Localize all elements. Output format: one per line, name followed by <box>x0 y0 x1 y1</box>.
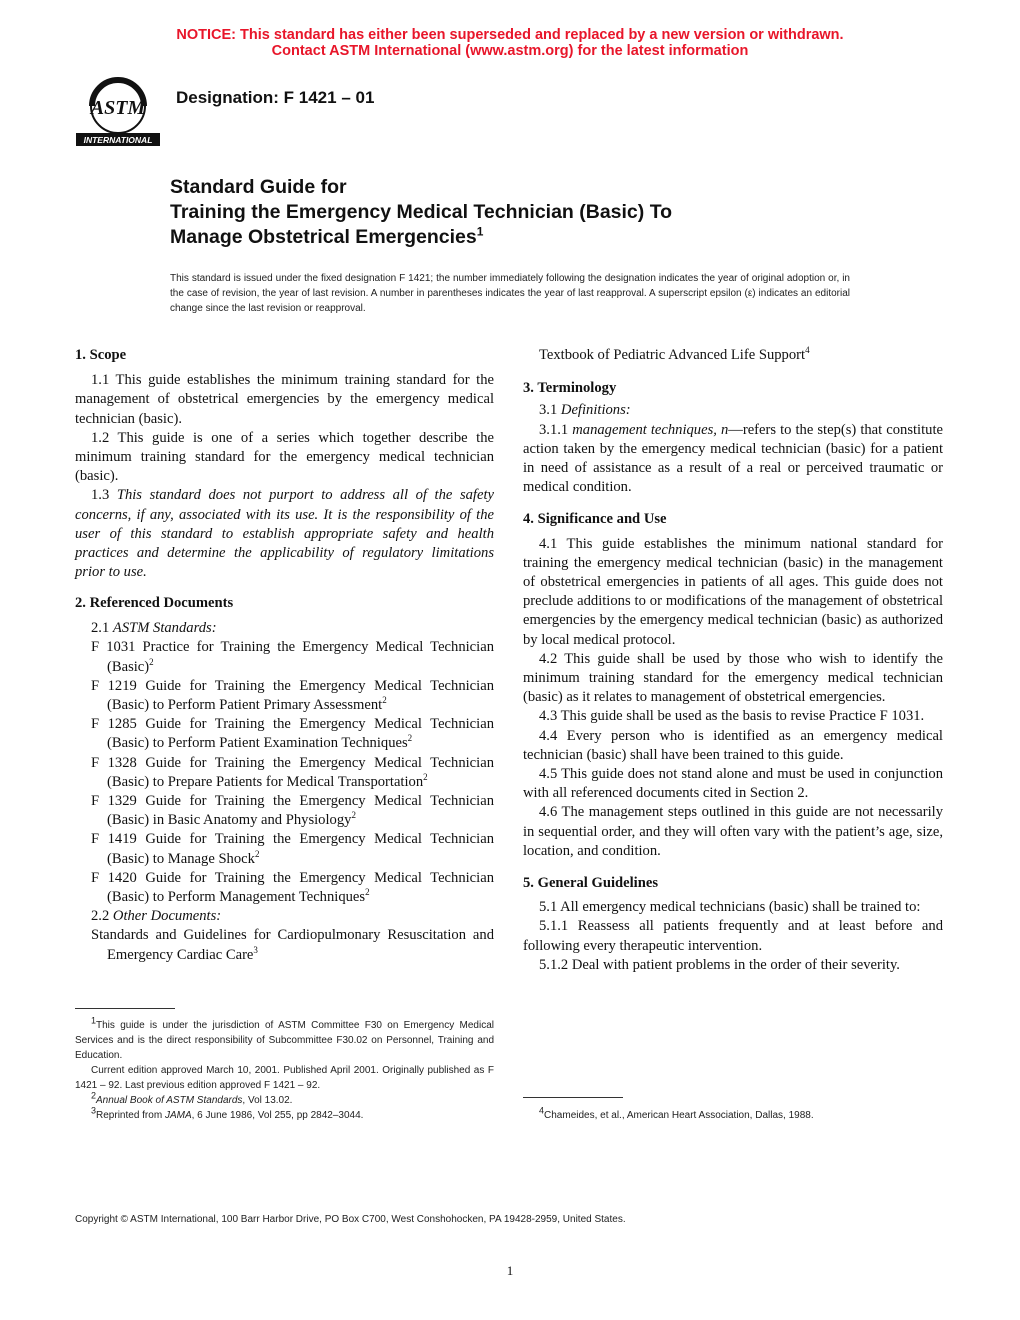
other-document-list <box>75 926 494 964</box>
ref-doc-item <box>91 638 494 676</box>
ref-doc-text: F 1420 Guide for Training the Emergency Medical Technician (Basic) to Perform Management Techniques <box>91 869 494 906</box>
terminology-heading: 3. Terminology <box>523 380 617 397</box>
notice-banner <box>0 27 1020 59</box>
footnote-3-tail: , 6 June 1986, Vol 255, pp 2842–3044. <box>191 1110 364 1121</box>
footnote-4-text: Chameides, et al., American Heart Association, Dallas, 1988. <box>544 1110 814 1121</box>
other-document-list-continued <box>523 346 943 365</box>
astm-standards-label <box>75 619 494 638</box>
ref-doc-footnote[interactable]: 2 <box>423 771 428 782</box>
definition-3-1-1 <box>523 421 943 498</box>
footnote-2-mark: 2 <box>91 1090 97 1101</box>
title-line-2: Training the Emergency Medical Technician (Basic) To <box>170 201 673 223</box>
scope-1-3 <box>75 486 494 582</box>
ref-doc-text: F 1419 Guide for Training the Emergency Medical Technician (Basic) to Manage Shock <box>91 831 494 867</box>
astm-logo-mark: ASTM <box>90 97 146 119</box>
footnote-3-journal: JAMA <box>164 1110 192 1121</box>
ref-doc-item <box>91 677 494 715</box>
ref-doc-text: F 1285 Guide for Training the Emergency Medical Technician (Basic) to Perform Patient Examination Techniques <box>91 716 494 752</box>
other-documents-text: Other Documents: <box>112 908 222 925</box>
title-line-1: Standard Guide for <box>170 176 347 198</box>
ref-doc-footnote[interactable]: 2 <box>407 733 413 744</box>
definitions-label <box>523 401 943 420</box>
footnote-3 <box>75 1105 494 1123</box>
ref-doc-footnote[interactable]: 2 <box>254 848 260 859</box>
other-doc-item <box>91 926 494 964</box>
astm-standards-num: 2.1 <box>91 620 110 637</box>
standard-intro: This standard is issued under the fixed designation F 1421; the number immediately following the designation indicates the year of original adoption or, in the case of revision, the year of last revision. A number in parentheses indicates the year of last reapproval. A superscript epsilon (ε) indicates an editorial change since the last revision or reapproval. <box>170 273 850 314</box>
other-doc-footnote[interactable]: 4 <box>805 345 810 356</box>
significance-heading: 4. Significance and Use <box>523 511 667 528</box>
footnote-divider-left <box>75 1008 175 1009</box>
ref-doc-item <box>91 792 494 830</box>
footnote-2-tail: , Vol 13.02. <box>242 1095 293 1106</box>
astm-standards-text: ASTM Standards: <box>112 620 217 637</box>
significance-4-4: 4.4 Every person who is identified as an emergency medical technician (basic) shall have been trained to this guide. <box>523 727 943 763</box>
section-referenced-documents <box>75 594 494 965</box>
title-footnote-ref[interactable]: 1 <box>476 224 484 239</box>
notice-line-2: Contact ASTM International (www.astm.org) for the latest information <box>271 43 749 59</box>
significance-4-1: 4.1 This guide establishes the minimum national standard for training the emergency medical technician (basic) in the management of obstetrical emergencies in patients of all ages. This guide does not preclude additions to or modifications of the management of obstetrical emergencies by the emergency medical technician (basic) as authorized by local medical protocol. <box>523 535 943 648</box>
referenced-heading: 2. Referenced Documents <box>75 595 234 611</box>
ref-doc-footnote[interactable]: 2 <box>351 810 356 821</box>
ref-doc-item <box>91 715 494 753</box>
astm-document-list <box>75 638 494 907</box>
section-scope <box>75 346 494 582</box>
significance-4-2: 4.2 This guide shall be used by those who wish to identify the minimum training standard for the emergency medical technician (basic) as it relates to management of obstetrical emergencies. <box>523 650 943 706</box>
scope-heading: 1. Scope <box>75 347 127 363</box>
footnote-1-edition: Current edition approved March 10, 2001. Published April 2001. Originally published as F 1421 – 92. Last previous edition approved F 1421 – 92. <box>75 1065 494 1091</box>
astm-logo <box>76 76 160 148</box>
other-documents-label <box>75 907 494 926</box>
definition-term: management techniques, n <box>572 421 729 438</box>
definition-num: 3.1.1 <box>539 421 569 438</box>
designation: Designation: F 1421 – 01 <box>176 88 375 107</box>
ref-doc-footnote[interactable]: 2 <box>365 887 370 898</box>
definitions-num: 3.1 <box>539 402 558 419</box>
general-5-1-2: 5.1.2 Deal with patient problems in the order of their severity. <box>539 956 900 973</box>
ref-doc-footnote[interactable]: 2 <box>382 695 387 706</box>
footnote-4 <box>523 1105 943 1123</box>
other-doc-item <box>539 346 943 365</box>
scope-1-2: 1.2 This guide is one of a series which together describe the minimum training standard for the emergency medical technician (basic). <box>75 429 494 485</box>
general-5-1-1: 5.1.1 Reassess all patients frequently and at least before and following every therapeutic intervention. <box>523 918 943 954</box>
scope-1-3-num: 1.3 <box>91 487 110 504</box>
footnote-1-text: This guide is under the jurisdiction of ASTM Committee F30 on Emergency Medical Services and is the direct responsibility of Subcommittee F30.02 on Personnel, Training and Education. <box>75 1020 494 1061</box>
ref-doc-footnote[interactable]: 2 <box>149 656 154 667</box>
footnote-divider-right <box>523 1097 623 1098</box>
footnote-2 <box>75 1090 494 1108</box>
footnote-2-text: Annual Book of ASTM Standards <box>96 1095 243 1106</box>
footnote-1 <box>75 1015 494 1063</box>
footnote-3-pre: Reprinted from <box>96 1110 165 1121</box>
general-heading: 5. General Guidelines <box>523 875 658 892</box>
page-number: 1 <box>506 1263 514 1278</box>
right-column <box>523 346 943 975</box>
other-doc-text: Textbook of Pediatric Advanced Life Support <box>539 347 806 363</box>
footnote-4-mark: 4 <box>539 1105 545 1116</box>
significance-4-6: 4.6 The management steps outlined in this guide are not necessarily in sequential order, and they will often vary with the patient’s age, size, location, and condition. <box>523 804 943 859</box>
ref-doc-item <box>91 754 494 792</box>
notice-line-1: NOTICE: This standard has either been superseded and replaced by a new version or withdrawn. <box>176 27 844 43</box>
footnotes-right <box>523 1105 943 1123</box>
title-line-3-text: Manage Obstetrical Emergencies <box>170 226 477 248</box>
ref-doc-text: F 1328 Guide for Training the Emergency Medical Technician (Basic) to Prepare Patients for Medical Transportation <box>91 754 494 790</box>
footnote-1-mark: 1 <box>91 1015 97 1026</box>
significance-4-3: 4.3 This guide shall be used as the basis to revise Practice F 1031. <box>539 708 925 725</box>
general-5-1: 5.1 All emergency medical technicians (basic) shall be trained to: <box>539 899 921 916</box>
footnote-3-mark: 3 <box>91 1105 97 1116</box>
ref-doc-text: F 1031 Practice for Training the Emergency Medical Technician (Basic) <box>91 639 494 675</box>
astm-logo-caption: INTERNATIONAL <box>83 135 153 145</box>
title-line-3 <box>170 225 672 250</box>
ref-doc-item <box>91 869 494 907</box>
other-doc-footnote[interactable]: 3 <box>253 944 258 955</box>
other-doc-text: Standards and Guidelines for Cardiopulmonary Resuscitation and Emergency Cardiac Care <box>91 927 494 963</box>
definition-text: —refers to the step(s) that constitute action taken by the emergency medical technician (basic) for a patient in need of assistance as a result of a real or perceived traumatic or medical condition. <box>523 421 943 496</box>
scope-1-1: 1.1 This guide establishes the minimum training standard for the management of obstetrical emergencies by the emergency medical technician (basic). <box>75 372 494 427</box>
other-documents-num: 2.2 <box>91 908 110 925</box>
ref-doc-text: F 1219 Guide for Training the Emergency Medical Technician (Basic) to Perform Patient Primary Assessment <box>91 677 494 714</box>
ref-doc-text: F 1329 Guide for Training the Emergency Medical Technician (Basic) in Basic Anatomy and Physiology <box>91 793 494 829</box>
document-title <box>170 175 672 250</box>
definitions-text: Definitions: <box>560 402 631 419</box>
copyright-line: Copyright © ASTM International, 100 Barr Harbor Drive, PO Box C700, West Conshohocken, PA 19428-2959, United States. <box>75 1214 626 1225</box>
scope-1-3-text: This standard does not purport to address all of the safety concerns, if any, associated with its use. It is the responsibility of the user of this standard to establish appropriate safety and health practices and determine the applicability of regulatory limitations prior to use. <box>75 487 494 581</box>
footnotes-left <box>75 1015 494 1123</box>
ref-doc-item <box>91 830 494 868</box>
significance-4-5: 4.5 This guide does not stand alone and must be used in conjunction with all referenced documents cited in Section 2. <box>523 766 943 802</box>
